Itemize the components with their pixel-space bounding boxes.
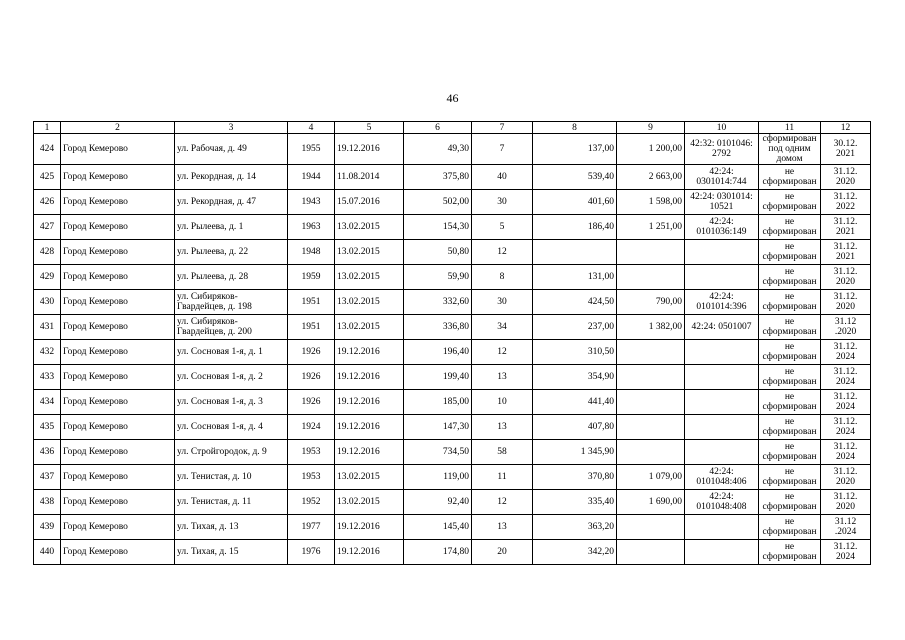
cell-land-cost — [617, 265, 685, 290]
cell-land-cost: 1 690,00 — [617, 490, 685, 515]
cell-recognition-date: 13.02.2015 — [335, 465, 404, 490]
cell-row-number: 429 — [34, 265, 61, 290]
cell-year-built: 1959 — [288, 265, 335, 290]
cell-deadline: 31.12. 2020 — [821, 290, 871, 315]
cell-municipality: Город Кемерово — [61, 290, 175, 315]
cell-recognition-date: 15.07.2016 — [335, 190, 404, 215]
cell-residents: 12 — [472, 240, 533, 265]
cell-area: 336,80 — [404, 315, 472, 340]
cell-address: ул. Рекордная, д. 47 — [175, 190, 288, 215]
cell-cadastral-number — [685, 265, 759, 290]
table-row — [34, 540, 871, 565]
cell-municipality: Город Кемерово — [61, 540, 175, 565]
cell-land-status: не сформирован — [759, 515, 821, 540]
table-row — [34, 215, 871, 240]
cell-cadastral-number: 42:24: 0301014:744 — [685, 165, 759, 190]
cell-residents: 30 — [472, 290, 533, 315]
cell-land-area: 401,60 — [533, 190, 617, 215]
cell-row-number: 426 — [34, 190, 61, 215]
cell-land-cost: 1 200,00 — [617, 134, 685, 165]
page-number: 46 — [446, 91, 459, 105]
cell-address: ул. Тихая, д. 15 — [175, 540, 288, 565]
cell-row-number: 435 — [34, 415, 61, 440]
cell-address: ул. Тенистая, д. 10 — [175, 465, 288, 490]
column-header-land-area: 8 — [533, 122, 617, 134]
cell-area: 59,90 — [404, 265, 472, 290]
cell-deadline: 31.12 .2020 — [821, 315, 871, 340]
cell-recognition-date: 13.02.2015 — [335, 490, 404, 515]
cell-address: ул. Сосновая 1-я, д. 3 — [175, 390, 288, 415]
cell-land-status: не сформирован — [759, 440, 821, 465]
cell-address: ул. Рекордная, д. 14 — [175, 165, 288, 190]
cell-area: 154,30 — [404, 215, 472, 240]
cell-residents: 30 — [472, 190, 533, 215]
cell-land-area: 407,80 — [533, 415, 617, 440]
header-row — [34, 122, 871, 134]
column-header-area: 6 — [404, 122, 472, 134]
cell-row-number: 436 — [34, 440, 61, 465]
cell-area: 375,80 — [404, 165, 472, 190]
cell-year-built: 1977 — [288, 515, 335, 540]
cell-cadastral-number — [685, 240, 759, 265]
cell-residents: 7 — [472, 134, 533, 165]
cell-land-cost — [617, 340, 685, 365]
column-header-deadline: 12 — [821, 122, 871, 134]
cell-area: 734,50 — [404, 440, 472, 465]
cell-recognition-date: 13.02.2015 — [335, 290, 404, 315]
cell-land-area: 335,40 — [533, 490, 617, 515]
cell-land-status: не сформирован — [759, 315, 821, 340]
column-header-municipality: 2 — [61, 122, 175, 134]
cell-year-built: 1963 — [288, 215, 335, 240]
cell-deadline: 31.12. 2024 — [821, 415, 871, 440]
cell-land-area: 354,90 — [533, 365, 617, 390]
cell-residents: 34 — [472, 315, 533, 340]
table-row — [34, 415, 871, 440]
cell-land-area: 363,20 — [533, 515, 617, 540]
cell-land-status: сформирован под одним домом — [759, 134, 821, 165]
table-row — [34, 440, 871, 465]
cell-row-number: 438 — [34, 490, 61, 515]
cell-recognition-date: 19.12.2016 — [335, 134, 404, 165]
cell-municipality: Город Кемерово — [61, 415, 175, 440]
cell-recognition-date: 11.08.2014 — [335, 165, 404, 190]
cell-row-number: 437 — [34, 465, 61, 490]
cell-area: 147,30 — [404, 415, 472, 440]
cell-year-built: 1951 — [288, 290, 335, 315]
cell-area: 92,40 — [404, 490, 472, 515]
table-row — [34, 290, 871, 315]
cell-land-status: не сформирован — [759, 340, 821, 365]
cell-year-built: 1955 — [288, 134, 335, 165]
cell-land-area: 131,00 — [533, 265, 617, 290]
cell-land-cost: 1 251,00 — [617, 215, 685, 240]
cell-row-number: 430 — [34, 290, 61, 315]
cell-address: ул. Стройгородок, д. 9 — [175, 440, 288, 465]
cell-deadline: 31.12. 2020 — [821, 165, 871, 190]
cell-deadline: 31.12. 2021 — [821, 215, 871, 240]
cell-recognition-date: 13.02.2015 — [335, 240, 404, 265]
cell-deadline: 31.12. 2024 — [821, 365, 871, 390]
column-header-recognition-date: 5 — [335, 122, 404, 134]
cell-deadline: 31.12. 2024 — [821, 390, 871, 415]
cell-row-number: 440 — [34, 540, 61, 565]
cell-deadline: 30.12. 2021 — [821, 134, 871, 165]
cell-deadline: 31.12 .2024 — [821, 515, 871, 540]
cell-year-built: 1953 — [288, 440, 335, 465]
table-row — [34, 390, 871, 415]
cell-deadline: 31.12. 2020 — [821, 265, 871, 290]
cell-land-cost: 1 382,00 — [617, 315, 685, 340]
cell-land-cost — [617, 440, 685, 465]
table-row — [34, 365, 871, 390]
housing-registry-table — [33, 121, 871, 565]
cell-year-built: 1943 — [288, 190, 335, 215]
column-header-land-cost: 9 — [617, 122, 685, 134]
cell-recognition-date: 19.12.2016 — [335, 415, 404, 440]
cell-area: 174,80 — [404, 540, 472, 565]
cell-year-built: 1926 — [288, 340, 335, 365]
cell-deadline: 31.12. 2024 — [821, 540, 871, 565]
cell-deadline: 31.12. 2020 — [821, 465, 871, 490]
cell-land-cost: 790,00 — [617, 290, 685, 315]
cell-area: 332,60 — [404, 290, 472, 315]
cell-address: ул. Рабочая, д. 49 — [175, 134, 288, 165]
cell-land-status: не сформирован — [759, 290, 821, 315]
cell-municipality: Город Кемерово — [61, 390, 175, 415]
cell-land-status: не сформирован — [759, 390, 821, 415]
column-header-row-number: 1 — [34, 122, 61, 134]
cell-land-cost — [617, 515, 685, 540]
column-header-land-status: 11 — [759, 122, 821, 134]
cell-land-status: не сформирован — [759, 240, 821, 265]
cell-area: 185,00 — [404, 390, 472, 415]
cell-address: ул. Сибиряков-Гвардейцев, д. 198 — [175, 290, 288, 315]
cell-land-cost — [617, 365, 685, 390]
cell-cadastral-number — [685, 365, 759, 390]
cell-land-area: 539,40 — [533, 165, 617, 190]
table-row — [34, 465, 871, 490]
cell-cadastral-number — [685, 515, 759, 540]
cell-area: 145,40 — [404, 515, 472, 540]
cell-address: ул. Тихая, д. 13 — [175, 515, 288, 540]
cell-cadastral-number — [685, 440, 759, 465]
cell-deadline: 31.12. 2022 — [821, 190, 871, 215]
cell-land-cost: 1 079,00 — [617, 465, 685, 490]
table-row — [34, 165, 871, 190]
cell-cadastral-number: 42:24: 0101036:149 — [685, 215, 759, 240]
cell-address: ул. Сосновая 1-я, д. 2 — [175, 365, 288, 390]
cell-row-number: 428 — [34, 240, 61, 265]
cell-land-status: не сформирован — [759, 365, 821, 390]
cell-cadastral-number — [685, 390, 759, 415]
cell-recognition-date: 19.12.2016 — [335, 540, 404, 565]
cell-area: 502,00 — [404, 190, 472, 215]
cell-year-built: 1948 — [288, 240, 335, 265]
cell-municipality: Город Кемерово — [61, 440, 175, 465]
cell-land-area: 310,50 — [533, 340, 617, 365]
cell-land-cost — [617, 540, 685, 565]
cell-address: ул. Тенистая, д. 11 — [175, 490, 288, 515]
cell-deadline: 31.12. 2021 — [821, 240, 871, 265]
cell-deadline: 31.12. 2024 — [821, 340, 871, 365]
table-row — [34, 490, 871, 515]
cell-land-status: не сформирован — [759, 265, 821, 290]
cell-address: ул. Сосновая 1-я, д. 1 — [175, 340, 288, 365]
cell-row-number: 434 — [34, 390, 61, 415]
cell-cadastral-number — [685, 340, 759, 365]
cell-land-area: 186,40 — [533, 215, 617, 240]
cell-recognition-date: 19.12.2016 — [335, 515, 404, 540]
cell-recognition-date: 19.12.2016 — [335, 365, 404, 390]
cell-residents: 12 — [472, 490, 533, 515]
cell-land-cost: 1 598,00 — [617, 190, 685, 215]
cell-row-number: 425 — [34, 165, 61, 190]
cell-recognition-date: 13.02.2015 — [335, 315, 404, 340]
cell-land-cost — [617, 390, 685, 415]
cell-municipality: Город Кемерово — [61, 515, 175, 540]
table-row — [34, 134, 871, 165]
cell-address: ул. Рылеева, д. 28 — [175, 265, 288, 290]
cell-year-built: 1924 — [288, 415, 335, 440]
table-header — [34, 122, 871, 134]
cell-area: 49,30 — [404, 134, 472, 165]
cell-year-built: 1953 — [288, 465, 335, 490]
cell-municipality: Город Кемерово — [61, 190, 175, 215]
cell-area: 199,40 — [404, 365, 472, 390]
cell-row-number: 427 — [34, 215, 61, 240]
cell-residents: 12 — [472, 340, 533, 365]
cell-recognition-date: 19.12.2016 — [335, 440, 404, 465]
cell-land-area: 441,40 — [533, 390, 617, 415]
cell-year-built: 1976 — [288, 540, 335, 565]
cell-municipality: Город Кемерово — [61, 315, 175, 340]
cell-deadline: 31.12. 2020 — [821, 490, 871, 515]
column-header-cadastral-number: 10 — [685, 122, 759, 134]
table-row — [34, 340, 871, 365]
cell-land-cost: 2 663,00 — [617, 165, 685, 190]
cell-land-area: 342,20 — [533, 540, 617, 565]
cell-land-area: 1 345,90 — [533, 440, 617, 465]
cell-land-status: не сформирован — [759, 165, 821, 190]
cell-year-built: 1951 — [288, 315, 335, 340]
cell-year-built: 1952 — [288, 490, 335, 515]
cell-address: ул. Рылеева, д. 22 — [175, 240, 288, 265]
cell-row-number: 432 — [34, 340, 61, 365]
cell-residents: 40 — [472, 165, 533, 190]
cell-land-status: не сформирован — [759, 490, 821, 515]
cell-residents: 5 — [472, 215, 533, 240]
cell-municipality: Город Кемерово — [61, 265, 175, 290]
cell-cadastral-number: 42:24: 0301014: 10521 — [685, 190, 759, 215]
cell-municipality: Город Кемерово — [61, 134, 175, 165]
cell-residents: 20 — [472, 540, 533, 565]
cell-row-number: 431 — [34, 315, 61, 340]
cell-municipality: Город Кемерово — [61, 365, 175, 390]
table-row — [34, 515, 871, 540]
cell-row-number: 424 — [34, 134, 61, 165]
cell-residents: 11 — [472, 465, 533, 490]
cell-land-area — [533, 240, 617, 265]
cell-land-area: 237,00 — [533, 315, 617, 340]
cell-address: ул. Сосновая 1-я, д. 4 — [175, 415, 288, 440]
cell-address: ул. Сибиряков-Гвардейцев, д. 200 — [175, 315, 288, 340]
cell-residents: 8 — [472, 265, 533, 290]
cell-residents: 58 — [472, 440, 533, 465]
cell-municipality: Город Кемерово — [61, 240, 175, 265]
cell-cadastral-number: 42:32: 0101046: 2792 — [685, 134, 759, 165]
cell-recognition-date: 13.02.2015 — [335, 215, 404, 240]
cell-cadastral-number — [685, 415, 759, 440]
table-body — [34, 134, 871, 565]
cell-cadastral-number: 42:24: 0101048:406 — [685, 465, 759, 490]
cell-row-number: 433 — [34, 365, 61, 390]
cell-row-number: 439 — [34, 515, 61, 540]
cell-cadastral-number: 42:24: 0101048:408 — [685, 490, 759, 515]
table-row — [34, 190, 871, 215]
cell-land-cost — [617, 415, 685, 440]
cell-year-built: 1944 — [288, 165, 335, 190]
cell-municipality: Город Кемерово — [61, 465, 175, 490]
cell-address: ул. Рылеева, д. 1 — [175, 215, 288, 240]
table-row — [34, 315, 871, 340]
table-row — [34, 240, 871, 265]
cell-residents: 13 — [472, 415, 533, 440]
table-row — [34, 265, 871, 290]
cell-municipality: Город Кемерово — [61, 490, 175, 515]
cell-residents: 10 — [472, 390, 533, 415]
cell-area: 119,00 — [404, 465, 472, 490]
cell-cadastral-number — [685, 540, 759, 565]
cell-land-area: 137,00 — [533, 134, 617, 165]
column-header-year-built: 4 — [288, 122, 335, 134]
cell-cadastral-number: 42:24: 0501007 — [685, 315, 759, 340]
cell-land-status: не сформирован — [759, 415, 821, 440]
column-header-address: 3 — [175, 122, 288, 134]
cell-land-status: не сформирован — [759, 465, 821, 490]
cell-recognition-date: 19.12.2016 — [335, 390, 404, 415]
cell-land-status: не сформирован — [759, 215, 821, 240]
cell-recognition-date: 19.12.2016 — [335, 340, 404, 365]
cell-year-built: 1926 — [288, 365, 335, 390]
column-header-residents: 7 — [472, 122, 533, 134]
cell-municipality: Город Кемерово — [61, 215, 175, 240]
cell-area: 50,80 — [404, 240, 472, 265]
cell-cadastral-number: 42:24: 0101014:396 — [685, 290, 759, 315]
cell-residents: 13 — [472, 365, 533, 390]
cell-area: 196,40 — [404, 340, 472, 365]
cell-recognition-date: 13.02.2015 — [335, 265, 404, 290]
cell-municipality: Город Кемерово — [61, 165, 175, 190]
cell-land-cost — [617, 240, 685, 265]
cell-land-area: 370,80 — [533, 465, 617, 490]
cell-municipality: Город Кемерово — [61, 340, 175, 365]
cell-deadline: 31.12. 2024 — [821, 440, 871, 465]
cell-year-built: 1926 — [288, 390, 335, 415]
cell-residents: 13 — [472, 515, 533, 540]
cell-land-status: не сформирован — [759, 540, 821, 565]
cell-land-area: 424,50 — [533, 290, 617, 315]
cell-land-status: не сформирован — [759, 190, 821, 215]
